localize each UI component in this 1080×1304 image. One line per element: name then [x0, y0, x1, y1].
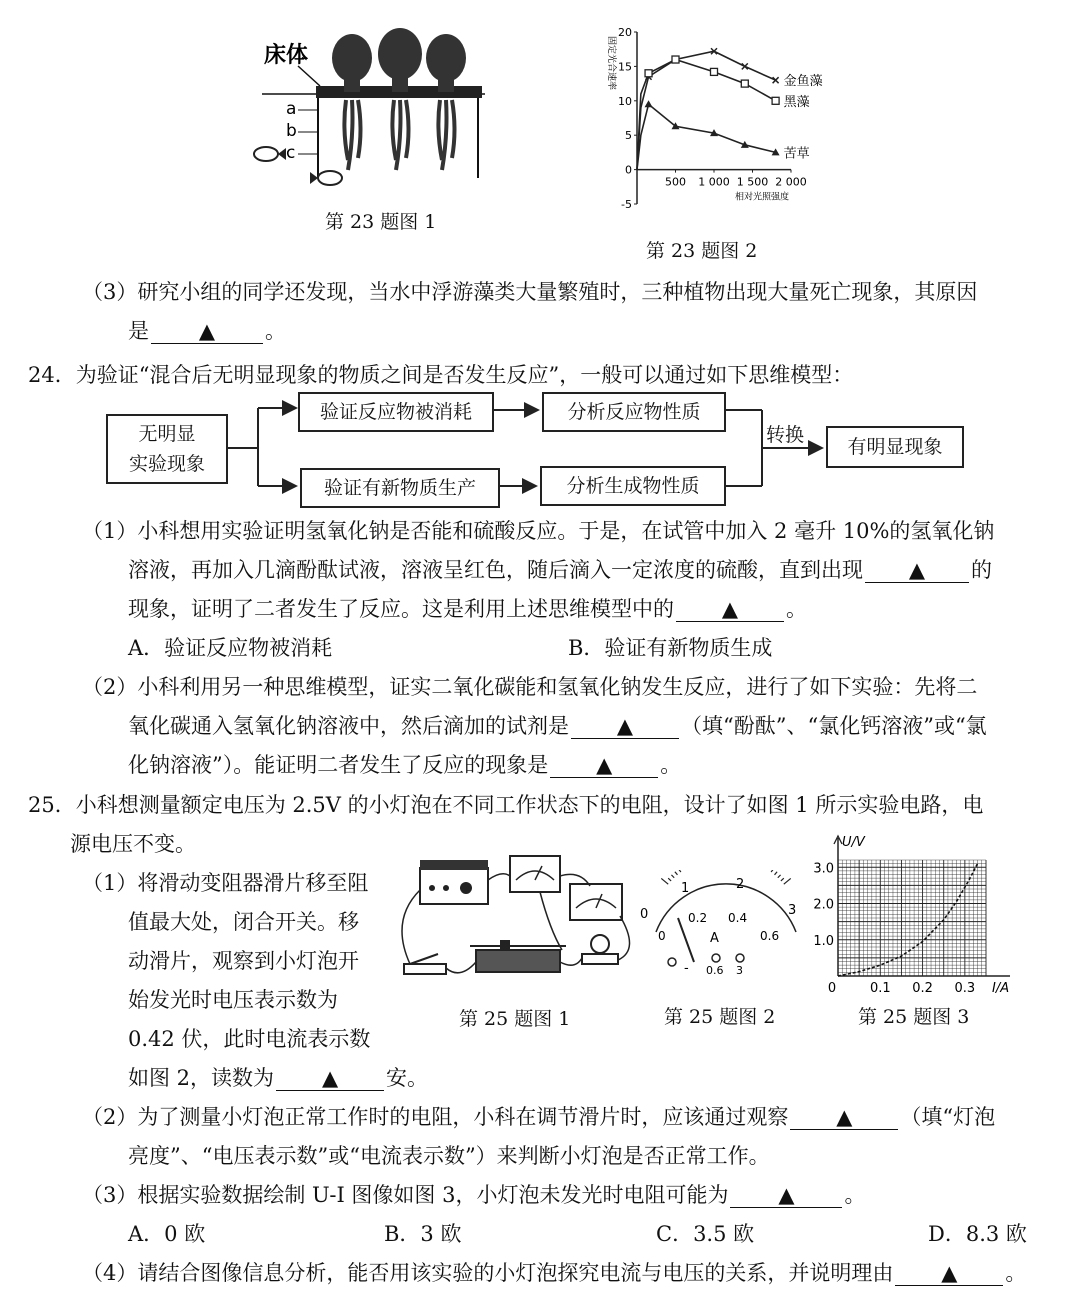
legend-label: 黑藻 [783, 94, 810, 110]
q24-option-b[interactable]: B．验证有新物质生成 [568, 636, 773, 660]
answer-blank[interactable]: ▲ [571, 714, 679, 739]
dial-tick [775, 872, 778, 875]
layer-b-label: b [286, 121, 297, 141]
flow-top1-box: 验证反应物被消耗 [298, 392, 494, 432]
q24-2-line3: 化钠溶液”）。能证明二者发生了反应的现象是 ▲ 。 [128, 753, 682, 777]
y-tick-label: -5 [621, 198, 632, 211]
answer-blank[interactable]: ▲ [550, 753, 658, 778]
y-axis-label: 固定光合速率 [606, 36, 616, 91]
q23-3-line2: 是 ▲ 。 [128, 319, 286, 343]
q24-option-a[interactable]: A．验证反应物被消耗 [128, 636, 333, 660]
y-tick-label: 1.0 [813, 933, 834, 949]
terminal-neg: - [684, 961, 689, 976]
x-tick-label: 0 [827, 981, 837, 996]
layer-a-label: a [286, 99, 297, 119]
flow-convert-label: 转换 [766, 424, 805, 446]
dial-top-2: 2 [736, 877, 745, 892]
y-tick-label: 15 [618, 60, 632, 74]
q25-2-line2: 亮度”、“电压表示数”或“电流表示数”）来判断小灯泡是否正常工作。 [128, 1144, 770, 1168]
y-tick-label: 3.0 [813, 861, 834, 877]
dial-top-1: 1 [681, 881, 690, 896]
switch-icon [404, 954, 446, 974]
x-tick-label: 2 000 [775, 175, 807, 189]
q25-option-b[interactable]: B．3 欧 [384, 1222, 462, 1246]
flow-top2-box: 分析反应物性质 [542, 392, 726, 432]
q24-2-line1: （2）小科利用另一种思维模型，证实二氧化碳能和氢氧化钠发生反应，进行了如下实验：先将二 [82, 675, 978, 699]
q24-1-line1: （1）小科想用实验证明氢氧化钠是否能和硫酸反应。于是，在试管中加入 2 毫升 10%的氢氧化钠 [82, 519, 995, 543]
fig23-2-caption: 第 23 题图 2 [646, 240, 758, 262]
power-supply-icon [420, 860, 488, 904]
terminal-06: 0.6 [706, 964, 724, 977]
flow-bottom1-box: 验证有新物质生产 [300, 468, 500, 508]
q25-stem-line1: 25．小科想测量额定电压为 2.5V 的小灯泡在不同工作状态下的电阻，设计了如图 1 所示实验电路，电 [28, 793, 984, 817]
terminal-3: 3 [736, 964, 743, 977]
fig25-1-caption: 第 25 题图 1 [459, 1008, 571, 1030]
fig25-2-dial [636, 870, 806, 990]
answer-blank[interactable]: ▲ [865, 558, 969, 583]
layer-c-label: c [286, 143, 296, 163]
q25-1-line1: （1）将滑动变阻器滑片移至阻 [82, 871, 369, 895]
q24-stem: 24．为验证“混合后无明显现象的物质之间是否发生反应”，一般可以通过如下思维模型： [28, 363, 854, 387]
q24-1-line2: 溶液，再加入几滴酚酞试液，溶液呈红色，随后滴入一定浓度的硫酸，直到出现 ▲ 的 [128, 558, 992, 582]
ammeter-icon [510, 856, 560, 892]
flow-start-box: 无明显 实验现象 [106, 414, 228, 484]
answer-blank[interactable]: ▲ [151, 319, 263, 344]
dial-tick [679, 870, 681, 872]
flow-bottom2-box: 分析生成物性质 [540, 466, 726, 506]
q24-2-line2: 氧化碳通入氢氧化钠溶液中，然后滴加的试剂是 ▲ （填“酚酞”、“氯化钙溶液”或“氯 [128, 714, 987, 738]
dial-unit: A [710, 931, 719, 946]
y-tick-label: 0 [625, 163, 632, 177]
x-tick-label: 0.2 [912, 981, 933, 996]
bulb-icon [582, 935, 618, 964]
q25-1-line5: 0.42 伏，此时电流表示数 [128, 1027, 371, 1051]
q25-4-line: （4）请结合图像信息分析，能否用该实验的小灯泡探究电流与电压的关系，并说明理由 ▲ 。 [82, 1261, 1027, 1285]
legend-label: 金鱼藻 [783, 74, 823, 90]
fig25-3-caption: 第 25 题图 3 [858, 1006, 970, 1028]
x-axis-label: I/A [992, 981, 1010, 996]
fig23-1-caption: 第 23 题图 1 [325, 211, 437, 233]
q25-1-line3: 动滑片，观察到小灯泡开 [128, 949, 359, 973]
x-tick-label: 500 [665, 175, 686, 189]
answer-blank[interactable]: ▲ [790, 1105, 898, 1130]
q25-stem-line2: 源电压不变。 [70, 832, 196, 856]
dial-tick [671, 875, 674, 878]
fig25-2-caption: 第 25 题图 2 [664, 1006, 776, 1028]
dial-arc [656, 884, 796, 932]
x-axis-label: 相对光照强度 [734, 192, 789, 203]
dial-tick [668, 878, 671, 881]
y-tick-label: 10 [618, 94, 632, 108]
dial-tick [771, 870, 773, 872]
q25-1-line4: 始发光时电压表示数为 [128, 988, 338, 1012]
dial-bottom-2: 0.4 [728, 911, 748, 925]
answer-blank[interactable]: ▲ [276, 1066, 384, 1091]
q23-3-line1: （3）研究小组的同学还发现，当水中浮游藻类大量繁殖时，三种植物出现大量死亡现象，其原因 [82, 280, 978, 304]
q25-1-line2: 值最大处，闭合开关。移 [128, 910, 359, 934]
rheostat-icon [470, 940, 566, 972]
y-tick-label: 20 [618, 26, 632, 39]
dial-tick [661, 878, 668, 884]
dial-top-3: 3 [788, 903, 797, 918]
x-tick-label: 1 000 [698, 175, 730, 189]
dial-tick [784, 878, 791, 884]
q25-option-c[interactable]: C．3.5 欧 [656, 1222, 755, 1246]
y-axis-label: U/V [842, 835, 865, 850]
q24-1-line3: 现象，证明了二者发生了反应。这是利用上述思维模型中的 ▲ 。 [128, 597, 807, 621]
dial-tick [675, 872, 678, 875]
x-tick-label: 0.3 [954, 981, 976, 996]
answer-blank[interactable]: ▲ [730, 1183, 842, 1208]
legend-label: 苦草 [783, 146, 810, 162]
q25-2-line1: （2）为了测量小灯泡正常工作时的电阻，小科在调节滑片时，应该通过观察 ▲ （填“灯泡 [82, 1105, 996, 1129]
dial-bottom-1: 0.2 [688, 911, 708, 925]
voltmeter-icon [570, 884, 622, 920]
flow-end-box: 有明显现象 [826, 426, 964, 468]
q25-3-line: （3）根据实验数据绘制 U-I 图像如图 3，小灯泡未发光时电阻可能为 ▲ 。 [82, 1183, 866, 1207]
x-tick-label: 1 500 [736, 175, 769, 189]
answer-blank[interactable]: ▲ [895, 1261, 1003, 1286]
fig25-1-circuit [390, 850, 640, 1000]
dial-top-0: 0 [640, 907, 649, 922]
answer-blank[interactable]: ▲ [676, 597, 784, 622]
dial-tick [778, 875, 781, 878]
q25-option-d[interactable]: D．8.3 欧 [928, 1222, 1027, 1246]
y-tick-label: 5 [625, 129, 632, 143]
q25-option-a[interactable]: A．0 欧 [128, 1222, 206, 1246]
x-tick-label: 0.1 [869, 981, 891, 996]
dial-bottom-3: 0.6 [760, 929, 780, 943]
dial-bottom-0: 0 [658, 929, 666, 943]
fig25-3-chart [808, 828, 1038, 1000]
y-tick-label: 2.0 [813, 897, 834, 913]
bed-label: 床体 [264, 43, 309, 68]
dial-tick [781, 878, 784, 881]
q25-1-line6: 如图 2，读数为 ▲ 安。 [128, 1066, 429, 1090]
